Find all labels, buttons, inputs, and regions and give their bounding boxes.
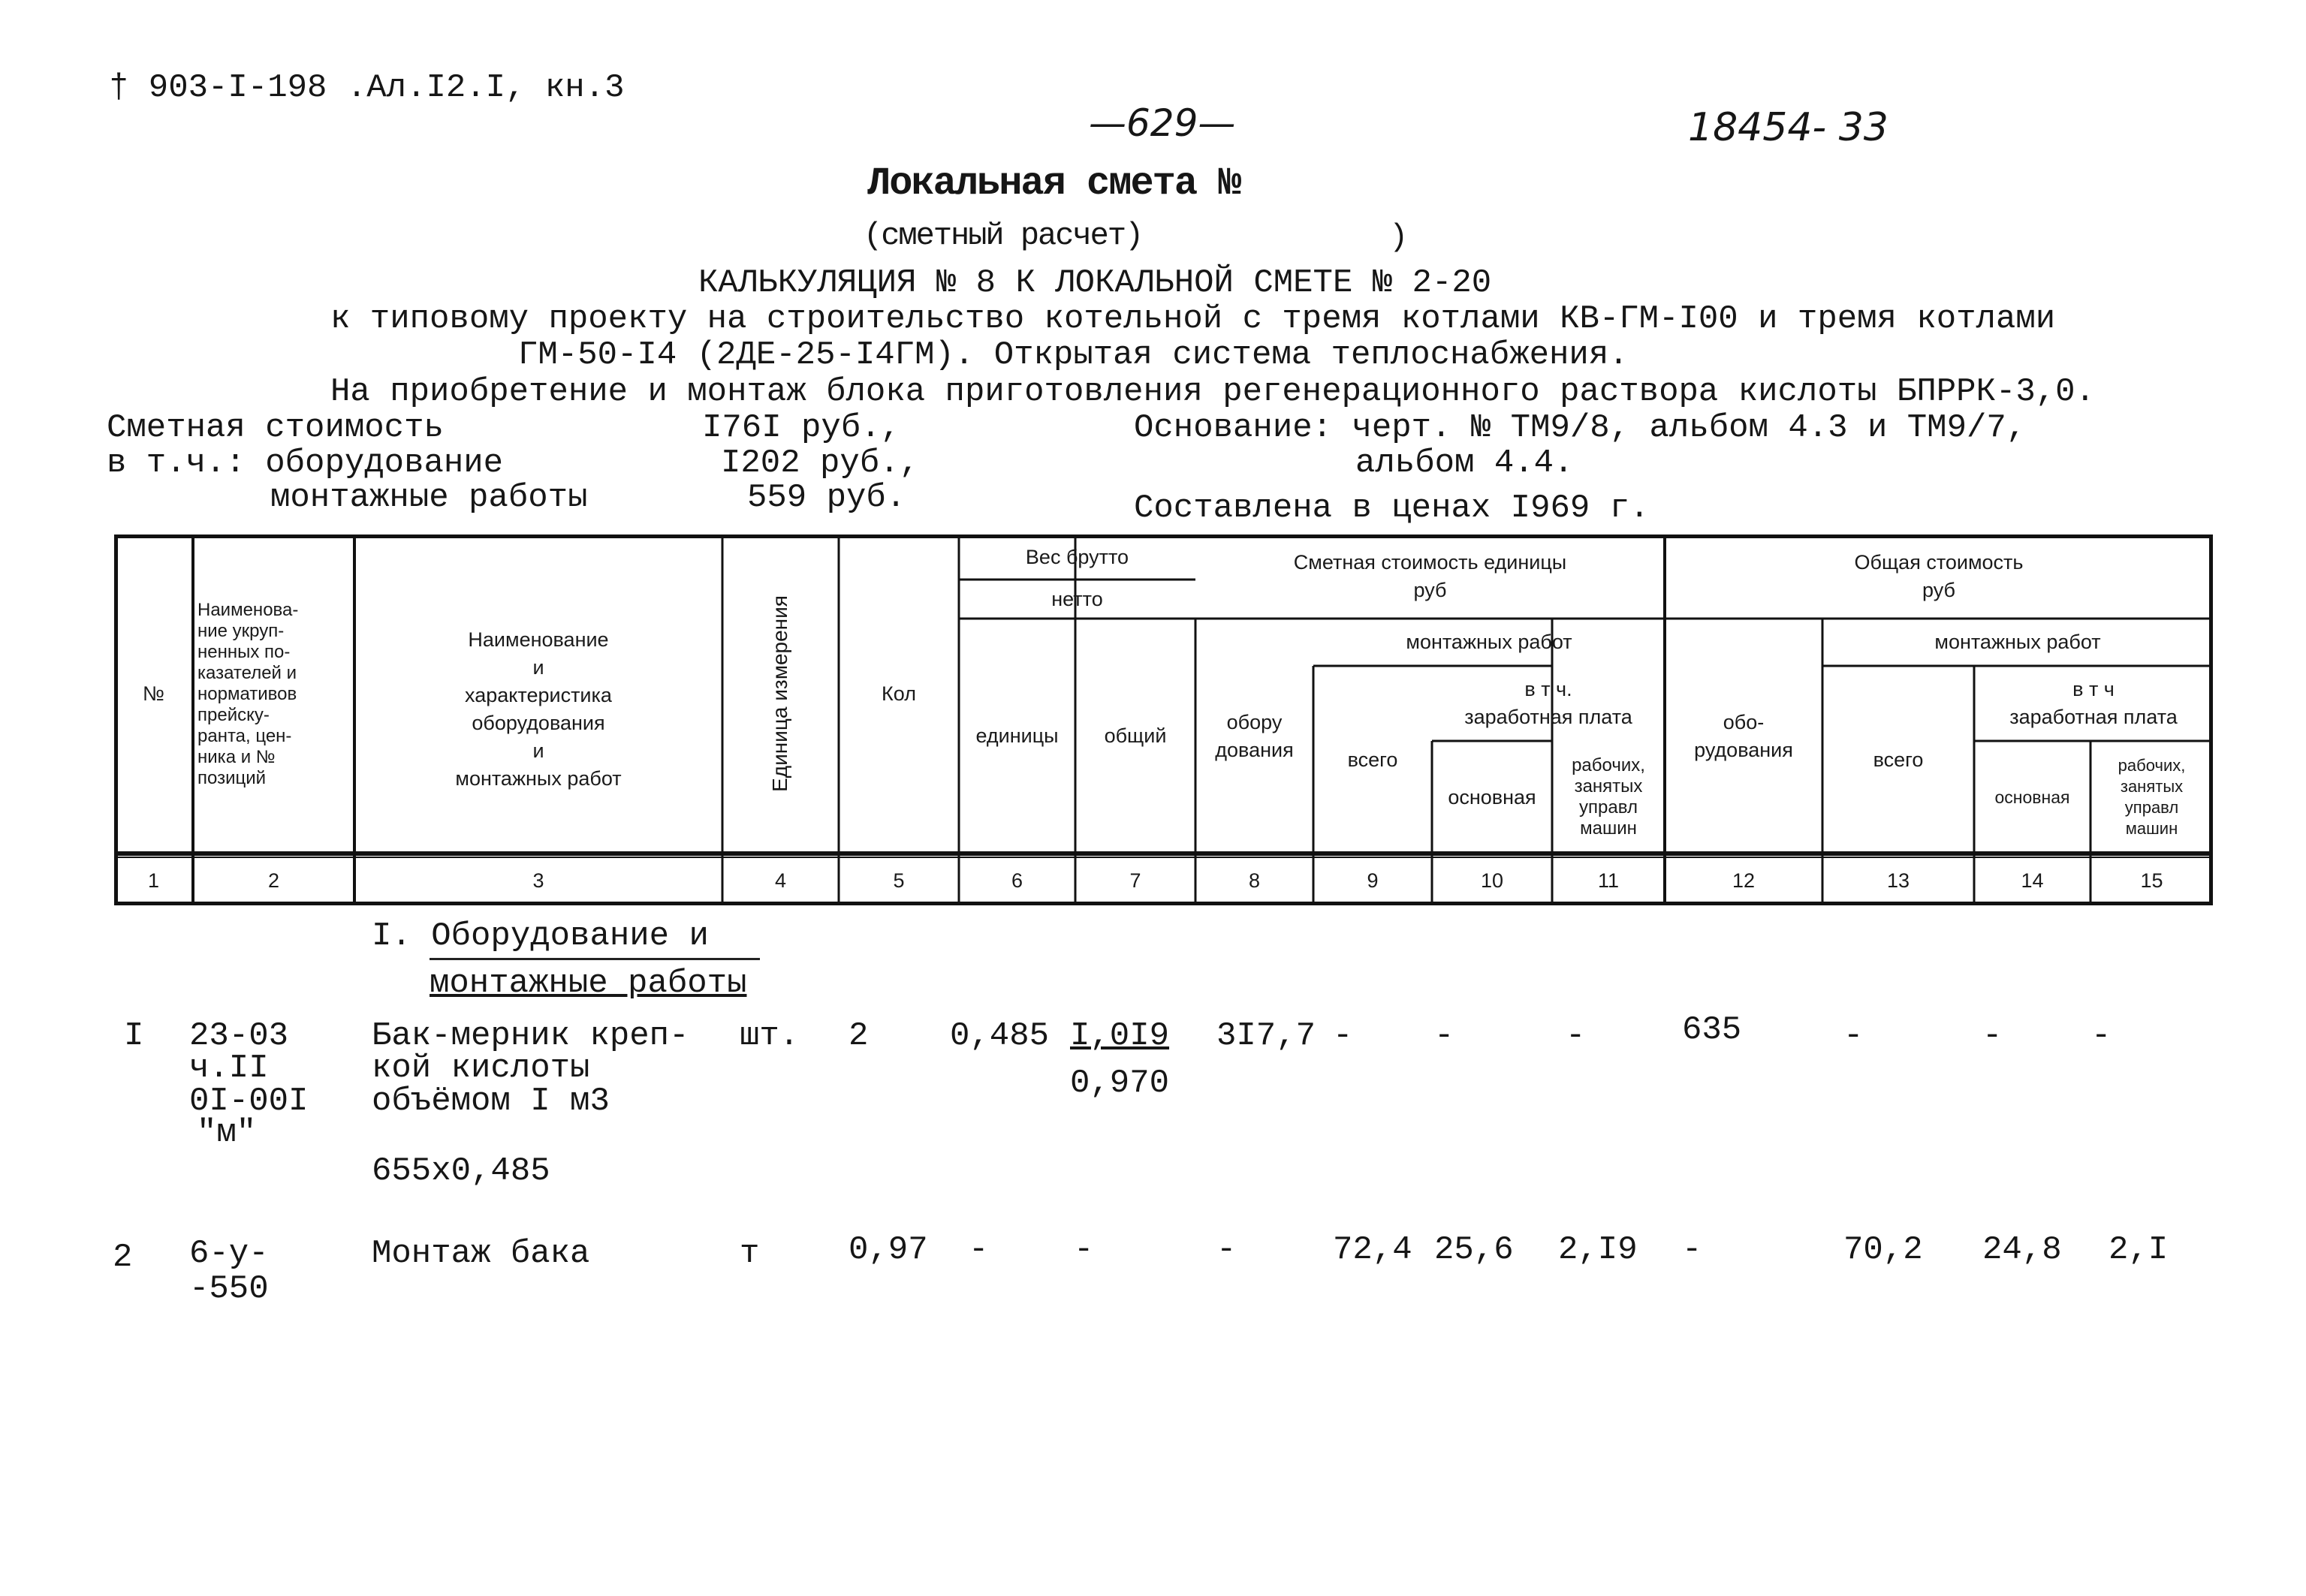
row-cost-wage-basic: -	[1434, 1017, 1454, 1055]
row-code-line: 0I-00I	[189, 1083, 309, 1120]
header-name: Наименование и характеристика оборудования и монтажных работ	[455, 628, 622, 790]
column-number-5: 5	[893, 869, 905, 892]
row-cost-wage-machine: -	[1566, 1017, 1586, 1055]
header-weight-unit: единицы	[975, 724, 1059, 747]
header-total-equipment: обо- рудования	[1694, 710, 1793, 761]
section-title-line-1: I. Оборудование и	[372, 917, 709, 955]
header-unit-cost-wage-basic: основная	[1448, 785, 1536, 809]
header-weight-netto: нетто	[1051, 587, 1103, 610]
header-total-wage-basic: основная	[1994, 787, 2070, 807]
row-total-install: 70,2	[1843, 1231, 1923, 1269]
summary-label-equipment: в т.ч.: оборудование	[107, 444, 504, 482]
row-name-line: Монтаж бака	[372, 1235, 590, 1272]
row-code-line: 23-03	[189, 1017, 289, 1055]
header-total-wage-machine: рабочих, занятых управл машин	[2118, 756, 2186, 838]
section-title	[372, 917, 709, 955]
basis-line-2: альбом 4.4.	[1355, 444, 1574, 482]
row-weight-total-brutto: I,0I9	[1070, 1017, 1170, 1055]
column-number-1: 1	[147, 869, 160, 892]
row-total-equipment: -	[1682, 1231, 1702, 1269]
row-name-line: объёмом I м3	[372, 1083, 610, 1120]
row-extra: 655х0,485	[372, 1152, 550, 1190]
column-number-14: 14	[2021, 869, 2044, 892]
row-weight-total: -	[1074, 1231, 1094, 1269]
row-name-line: кой кислоты	[372, 1049, 590, 1087]
header-unit-cost-wage: в т ч. заработная плата	[1464, 678, 1632, 728]
row-number: 2	[113, 1239, 133, 1276]
row-unit: т	[740, 1235, 760, 1272]
header-number: №	[143, 682, 164, 705]
row-code-line: "м"	[197, 1114, 257, 1152]
row-total-wage-machine: -	[2091, 1017, 2112, 1055]
column-number-3: 3	[532, 869, 544, 892]
subtitle-line-1: к типовому проекту на строительство котельной с тремя котлами КВ-ГМ-I00 и тремя котлами	[330, 300, 2056, 338]
row-code-line: 6-у-	[189, 1235, 269, 1272]
overstruck-subtitle: (сметный расчет)	[864, 218, 1143, 254]
document-code: † 903-I-198 .Ал.I2.I, кн.3	[109, 69, 625, 107]
header-unit-cost-install-total: всего	[1347, 748, 1398, 771]
subtitle-line-2: ГМ-50-I4 (2ДЕ-25-I4ГМ). Открытая система теплоснабжения.	[518, 336, 1629, 374]
row-cost-install-total: -	[1333, 1017, 1353, 1055]
header-weight-total: общий	[1104, 724, 1167, 747]
row-code-line: ч.II	[189, 1049, 269, 1087]
subtitle-line-3: На приобретение и монтаж блока приготовления регенерационного раствора кислоты БПРРК-3,0.	[330, 373, 2095, 411]
row-cost-equipment: -	[1216, 1231, 1237, 1269]
row-cost-equipment: 3I7,7	[1216, 1017, 1316, 1055]
header-total-install-total: всего	[1873, 748, 1924, 771]
column-number-12: 12	[1732, 869, 1756, 892]
header-norm-codes: Наименова- ние укруп- ненных по- казателей и нормативов прейску- ранта, цен- ника и № позиций	[197, 599, 299, 788]
row-unit: шт.	[740, 1017, 800, 1055]
header-unit: Единица измерения	[768, 595, 791, 792]
column-number-7: 7	[1129, 869, 1141, 892]
page-number: —629—	[1089, 101, 1236, 145]
column-number-10: 10	[1480, 869, 1504, 892]
calculation-title: КАЛЬКУЛЯЦИЯ № 8 К ЛОКАЛЬНОЙ СМЕТЕ № 2-20	[698, 264, 1492, 302]
column-number-2: 2	[267, 869, 280, 892]
row-quantity: 2	[849, 1017, 869, 1055]
prices-note: Составлена в ценах I969 г.	[1134, 489, 1650, 527]
summary-value-installation: 559 руб.	[747, 479, 906, 516]
column-number-9: 9	[1367, 869, 1379, 892]
row-cost-wage-basic: 25,6	[1434, 1231, 1514, 1269]
header-unit-cost-install: монтажных работ	[1406, 631, 1572, 653]
summary-value-equipment: I202 руб.,	[721, 444, 920, 482]
row-total-install: -	[1843, 1017, 1864, 1055]
estimate-table	[114, 535, 2213, 905]
row-code-line: -550	[189, 1270, 269, 1308]
row-total-wage-basic: 24,8	[1982, 1231, 2062, 1269]
overstruck-title: Локальная смета №	[867, 161, 1240, 206]
header-unit-cost: Сметная стоимость единицы руб	[1293, 551, 1567, 601]
row-weight-unit: -	[969, 1231, 989, 1269]
column-number-4: 4	[774, 869, 787, 892]
row-total-wage-machine: 2,I	[2109, 1231, 2169, 1269]
column-number-6: 6	[1011, 869, 1023, 892]
basis-line-1: Основание: черт. № ТМ9/8, альбом 4.3 и ТМ9/7,	[1134, 409, 2027, 447]
row-total-equipment: 635	[1682, 1011, 1742, 1049]
header-unit-cost-equipment: обору дования	[1215, 710, 1294, 761]
header-total-wage: в т ч заработная плата	[2009, 678, 2178, 728]
document-number: 18454- 33	[1688, 105, 1889, 150]
row-quantity: 0,97	[849, 1231, 928, 1269]
row-cost-install-total: 72,4	[1333, 1231, 1412, 1269]
row-cost-wage-machine: 2,I9	[1558, 1231, 1638, 1269]
header-weight-brutto: Вес брутто	[1025, 545, 1129, 568]
overstruck-paren: )	[1389, 219, 1409, 255]
header-total-cost: Общая стоимость руб	[1854, 551, 2024, 601]
column-number-11: 11	[1597, 869, 1620, 892]
row-weight-total-netto: 0,970	[1070, 1065, 1170, 1102]
summary-value-total: I76I руб.,	[702, 409, 901, 447]
row-name-line: Бак-мерник креп-	[372, 1017, 689, 1055]
summary-label-total: Сметная стоимость	[107, 409, 444, 447]
summary-label-installation: монтажные работы	[270, 479, 588, 516]
section-title-line-2: монтажные работы	[430, 965, 747, 1002]
column-number-15: 15	[2140, 869, 2163, 892]
header-quantity: Кол	[882, 682, 916, 705]
row-weight-unit: 0,485	[950, 1017, 1050, 1055]
column-number-13: 13	[1886, 869, 1910, 892]
row-total-wage-basic: -	[1982, 1017, 2003, 1055]
column-number-8: 8	[1248, 869, 1261, 892]
row-number: I	[124, 1017, 144, 1055]
header-total-install: монтажных работ	[1934, 631, 2101, 653]
header-unit-cost-wage-machine: рабочих, занятых управл машин	[1572, 755, 1645, 839]
section-title-underline	[430, 958, 760, 960]
